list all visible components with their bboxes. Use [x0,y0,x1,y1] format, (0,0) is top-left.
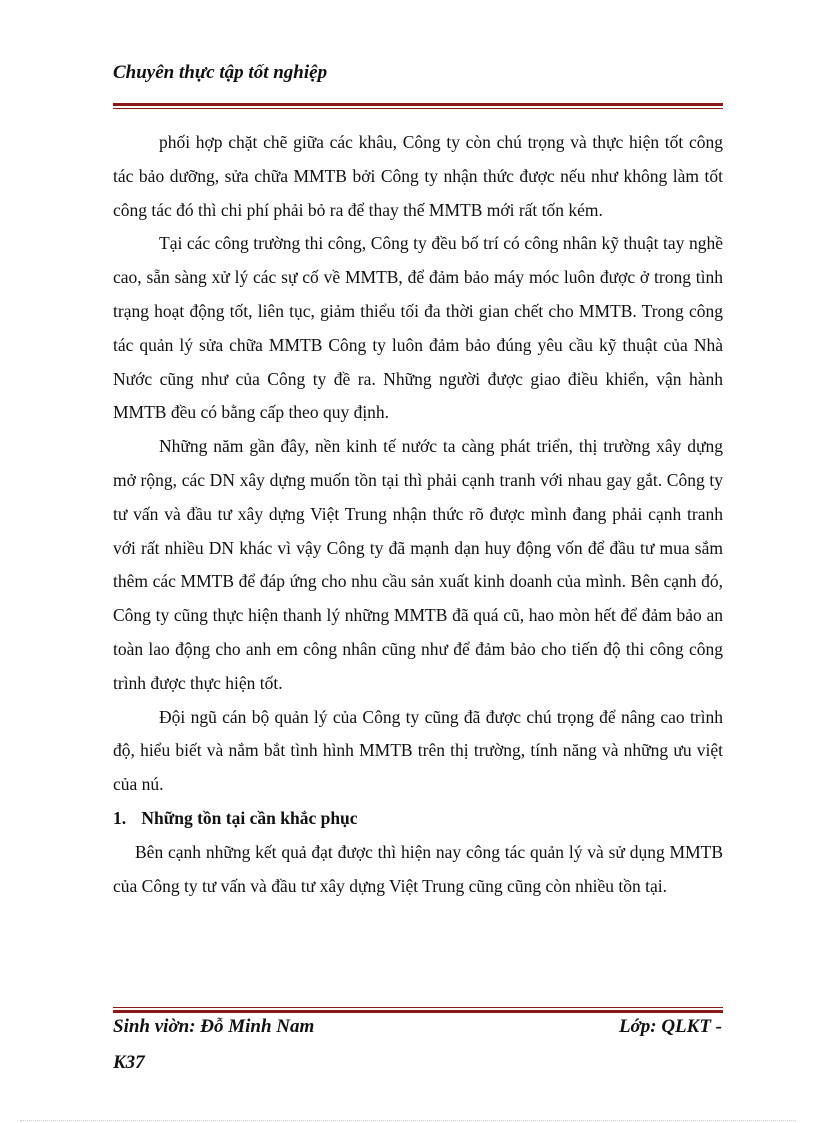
paragraph: phối hợp chặt chẽ giữa các khâu, Công ty còn chú trọng và thực hiện tốt công tác bảo dưỡng, sửa chữa MMTB bởi Công ty nhận thức được nếu như không làm tốt công tác đó thì chi phí phải bỏ ra để thay thế MMTB mới rất tốn kém. [113,132,723,220]
header-divider [113,103,723,109]
paragraph: Bên cạnh những kết quả đạt được thì hiện nay công tác quản lý và sử dụng MMTB của Công ty tư vấn và đầu tư xây dựng Việt Trung cũng cũng còn nhiều tồn tại. [113,841,723,896]
paragraph: Đội ngũ cán bộ quản lý của Công ty cũng đã được chú trọng để nâng cao trình độ, hiểu biết và nắm bắt tình hình MMTB trên thị trường, tính năng và những ưu việt của nú. [113,706,723,795]
footer-class-continuation: K37 [113,1052,145,1073]
paragraph: Những năm gần đây, nền kinh tế nước ta càng phát triển, thị trường xây dựng mở rộng, các DN xây dựng muốn tồn tại thì phải cạnh tranh với nhau gay gắt. Công ty tư vấn và đầu tư xây dựng Việt Trung nhận thức rõ được mình đang phải cạnh tranh với rất nhiều DN khác vì vậy Công ty đã mạnh dạn huy động vốn để đầu tư mua sắm thêm các MMTB để đáp ứng cho nhu cầu sản xuất kinh doanh của mình. Bên cạnh đó, Công ty cũng thực hiện thanh lý những MMTB đã quá cũ, hao mòn hết để đảm bảo an toàn lao động cho anh em công nhân cũng như để đảm bảo cho tiến độ thi công công trình được thực hiện tốt. [113,436,723,693]
section-heading [113,802,723,836]
document-body [113,126,723,903]
footer-divider [113,1007,723,1013]
footer-class-label: Lớp: QLKT - [618,1016,722,1037]
paragraph: Tại các công trường thi công, Công ty đều bố trí có công nhân kỹ thuật tay nghề cao, sẵn sàng xử lý các sự cố về MMTB, để đảm bảo máy móc luôn được ở trong tình trạng hoạt động tốt, liên tục, giảm thiểu tối đa thời gian chết cho MMTB. Trong công tác quản lý sửa chữa MMTB Công ty luôn đảm bảo đúng yêu cầu kỹ thuật của Nhà Nước cũng như của Công ty đề ra. Những người được giao điều khiển, vận hành MMTB đều có bằng cấp theo quy định. [113,233,723,423]
section-title: Những tồn tại cần khắc phục [141,807,358,828]
footer-student-name: Sinh viờn: Đỗ Minh Nam [113,1016,315,1037]
page-edge-divider [20,1120,796,1121]
page-header-title: Chuyên thực tập tốt nghiệp [113,62,328,83]
section-number: 1. [113,807,127,828]
